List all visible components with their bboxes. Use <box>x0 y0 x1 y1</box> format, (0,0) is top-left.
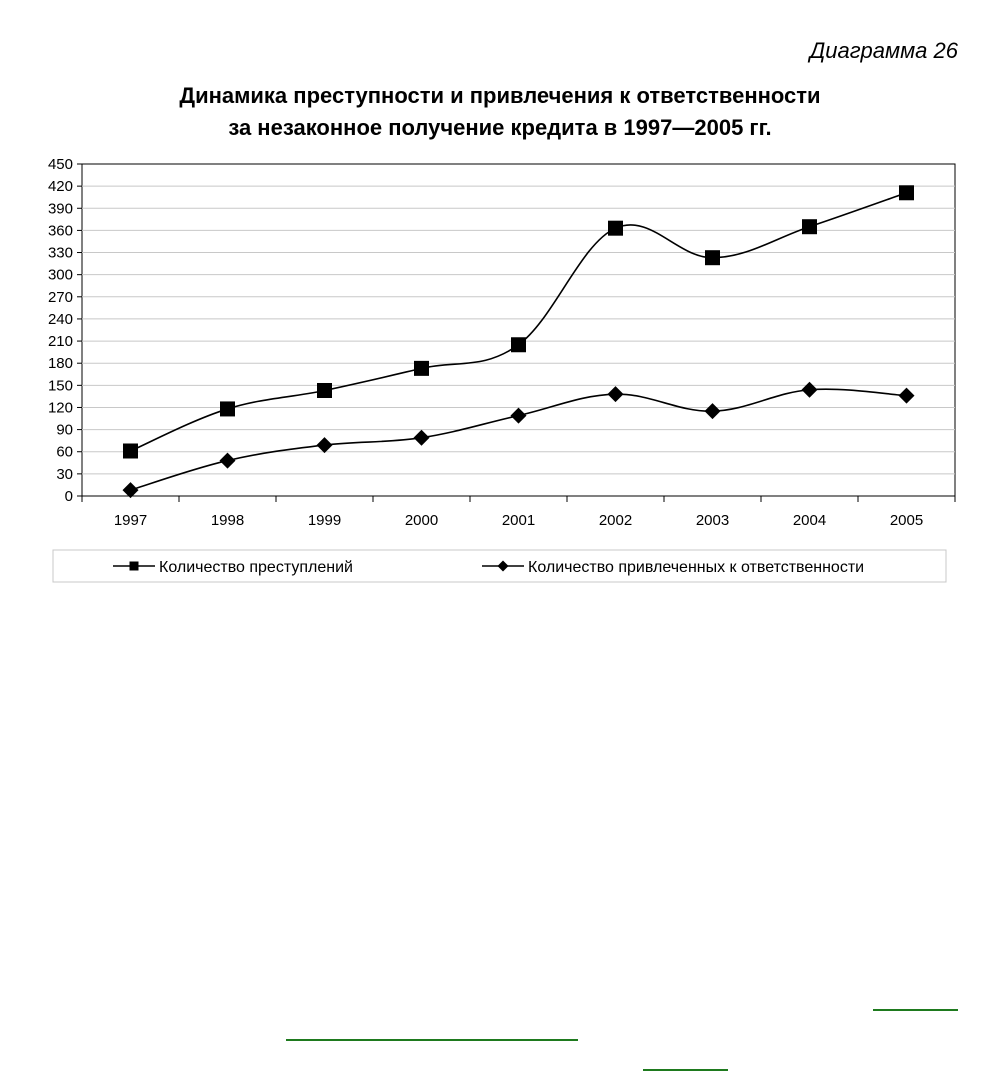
series-1-point-1997 <box>123 443 138 458</box>
x-tick-label-2001: 2001 <box>501 512 536 529</box>
y-tick-label-390: 390 <box>47 200 73 218</box>
series-1-point-2002 <box>608 221 623 236</box>
x-tick-label-2005: 2005 <box>889 512 924 529</box>
plot-area <box>82 164 955 496</box>
legend-label-2: Количество привлеченных к ответственности <box>528 559 865 576</box>
y-tick-label-60: 60 <box>56 443 73 461</box>
y-tick-label-360: 360 <box>47 222 73 240</box>
legend-marker-1 <box>130 562 139 571</box>
y-tick-label-450: 450 <box>47 156 73 173</box>
series-1-point-2000 <box>414 361 429 376</box>
chart-title-line-1: Динамика преступности и привлечения к ответственности <box>179 83 821 108</box>
y-tick-label-90: 90 <box>56 421 73 439</box>
x-tick-label-1998: 1998 <box>210 512 245 529</box>
y-tick-label-420: 420 <box>47 178 73 196</box>
x-tick-label-2000: 2000 <box>404 512 439 529</box>
y-tick-label-210: 210 <box>47 333 73 351</box>
y-tick-label-330: 330 <box>47 244 73 262</box>
x-tick-label-1999: 1999 <box>307 512 342 529</box>
y-tick-label-240: 240 <box>47 310 73 328</box>
series-1-point-2001 <box>511 337 526 352</box>
link-underline-1 <box>873 1009 958 1011</box>
y-tick-label-0: 0 <box>64 488 73 505</box>
legend-label-1: Количество преступлений <box>159 559 353 576</box>
y-tick-label-180: 180 <box>47 355 73 373</box>
x-tick-label-2002: 2002 <box>598 512 633 529</box>
x-tick-label-2003: 2003 <box>695 512 730 529</box>
y-tick-label-30: 30 <box>56 465 73 483</box>
series-1-point-2003 <box>705 250 720 265</box>
chart-title-line-2: за незаконное получение кредита в 1997—2005 гг. <box>228 115 772 140</box>
x-tick-label-2004: 2004 <box>792 512 827 529</box>
series-1-point-2004 <box>802 219 817 234</box>
series-1-point-1999 <box>317 383 332 398</box>
series-1-point-1998 <box>220 401 235 416</box>
link-underline-2 <box>286 1039 578 1041</box>
y-tick-label-120: 120 <box>47 399 73 417</box>
figure-caption: Диаграмма 26 <box>809 38 958 63</box>
y-tick-label-150: 150 <box>47 377 73 395</box>
y-tick-label-270: 270 <box>47 288 73 306</box>
series-1-point-2005 <box>899 185 914 200</box>
x-tick-label-1997: 1997 <box>113 512 148 529</box>
y-tick-label-300: 300 <box>47 266 73 284</box>
